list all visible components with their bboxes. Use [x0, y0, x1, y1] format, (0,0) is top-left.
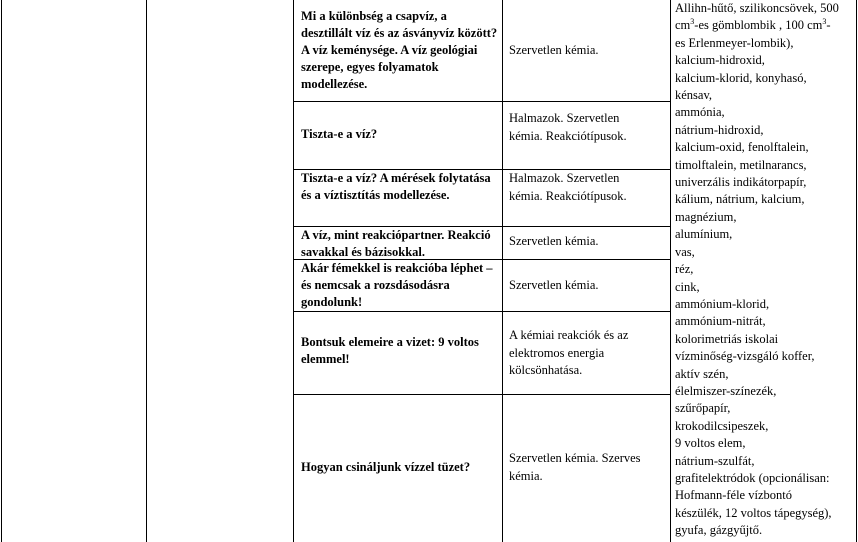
- materials-text: -es gömblombik , 100 cm: [694, 18, 823, 33]
- materials-line: Allihn-hűtő, szilikoncsövek, 500: [675, 1, 839, 15]
- topic-cell: Tiszta-e a víz?: [301, 127, 378, 141]
- topic-cell: Mi a különbség a csapvíz, a desztillált víz és az ásványvíz között? A víz keménysége. A víz geológiai szerepe, egyes folyamatok modellezése.: [301, 9, 498, 91]
- subject-cell: Halmazok. Szervetlen kémia. Reakciótípusok.: [509, 171, 627, 203]
- topic-cell: A víz, mint reakciópartner. Reakció savakkal és bázisokkal.: [301, 228, 491, 259]
- materials-line: grafitelektródok (opcionálisan:: [675, 470, 830, 485]
- column-border: [670, 0, 671, 542]
- materials-line: es Erlenmeyer-lombik),: [675, 35, 794, 50]
- materials-line: aktív szén,: [675, 366, 729, 381]
- subject-cell: Halmazok. Szervetlen kémia. Reakciótípusok.: [509, 111, 627, 143]
- materials-line: készülék, 12 voltos tápegység),: [675, 505, 832, 520]
- materials-line: kénsav,: [675, 88, 713, 103]
- topic-cell: Bontsuk elemeire a vizet: 9 voltos elemmel!: [301, 335, 479, 366]
- materials-line: [675, 17, 857, 34]
- superscript: 3: [690, 17, 695, 27]
- materials-line: nátrium-hidroxid,: [675, 122, 764, 137]
- materials-text: -: [826, 18, 831, 33]
- materials-line: ammónium-nitrát,: [675, 314, 766, 329]
- subject-cell: Szervetlen kémia.: [509, 278, 599, 292]
- materials-line: ammónia,: [675, 105, 725, 120]
- subject-cell: Szervetlen kémia.: [509, 234, 599, 248]
- materials-line: ammónium-klorid,: [675, 296, 770, 311]
- materials-line: kalcium-hidroxid,: [675, 53, 765, 68]
- column-border: [293, 0, 294, 542]
- materials-line: gyufa, gázgyűjtő.: [675, 523, 763, 538]
- materials-line: 9 voltos elem,: [675, 436, 746, 451]
- row-border: [293, 101, 670, 102]
- materials-line: szűrőpapír,: [675, 401, 731, 416]
- materials-line: timolftalein, metilnarancs,: [675, 157, 807, 172]
- subject-cell: A kémiai reakciók és az elektromos energia kölcsönhatása.: [509, 328, 629, 377]
- column-border: [1, 0, 2, 542]
- materials-line: kalcium-klorid, konyhasó,: [675, 70, 807, 85]
- materials-line: élelmiszer-színezék,: [675, 383, 777, 398]
- materials-line: kalcium-oxid, fenolftalein,: [675, 140, 809, 155]
- column-border: [146, 0, 147, 542]
- topic-cell: Akár fémekkel is reakcióba léphet – és nemcsak a rozsdásodásra gondolunk!: [301, 261, 493, 309]
- materials-line: kálium, nátrium, kalcium,: [675, 192, 805, 207]
- row-border: [293, 394, 670, 395]
- materials-line: réz,: [675, 262, 694, 277]
- column-border: [502, 0, 503, 542]
- topic-cell: Hogyan csináljunk vízzel tüzet?: [301, 460, 471, 474]
- materials-line: kolorimetriás iskolai: [675, 331, 779, 346]
- materials-line: cink,: [675, 279, 700, 294]
- topic-cell: Tiszta-e a víz? A mérések folytatása és a víztisztítás modellezése.: [301, 171, 491, 202]
- row-border: [293, 311, 670, 312]
- materials-line: magnézium,: [675, 209, 737, 224]
- materials-line: Hofmann-féle vízbontó: [675, 488, 792, 503]
- superscript: 3: [822, 17, 827, 27]
- materials-line: nátrium-szulfát,: [675, 453, 755, 468]
- subject-cell: Szervetlen kémia.: [509, 43, 599, 57]
- materials-line: vas,: [675, 244, 695, 259]
- materials-line: alumínium,: [675, 227, 733, 242]
- materials-text: cm: [675, 18, 691, 33]
- materials-line: vízminőség-vizsgáló koffer,: [675, 349, 815, 364]
- materials-line: krokodilcsipeszek,: [675, 418, 769, 433]
- materials-list: [675, 0, 857, 542]
- subject-cell: Szervetlen kémia. Szerves kémia.: [509, 451, 641, 483]
- materials-line: univerzális indikátorpapír,: [675, 175, 807, 190]
